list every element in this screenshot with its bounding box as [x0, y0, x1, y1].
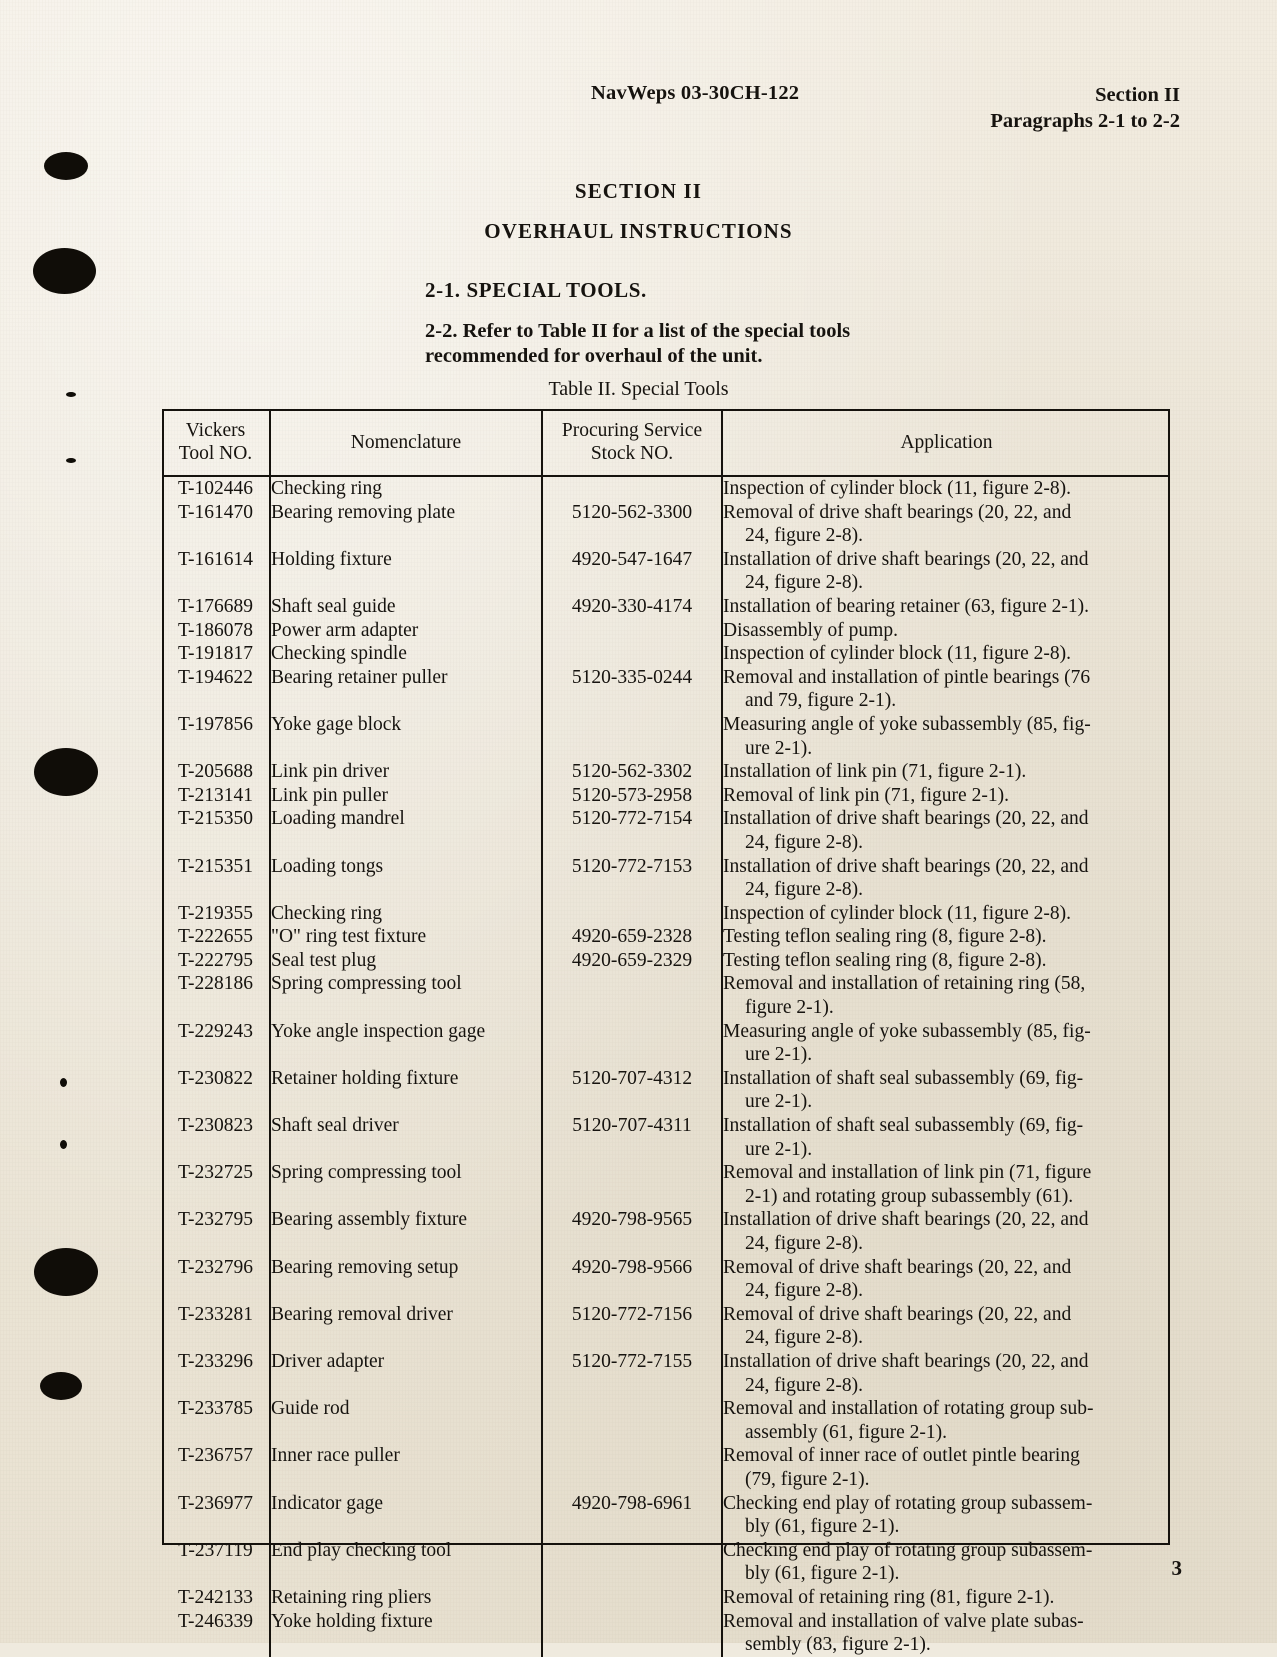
application-line-1: Removal of drive shaft bearings (20, 22, and [723, 1256, 1072, 1278]
cell-vickers-tool-no: T-242133 [162, 1586, 270, 1610]
table-row [162, 949, 1170, 973]
cell-stock-no [542, 642, 722, 666]
application-line-2: assembly (61, figure 2-1). [745, 1421, 947, 1443]
cell-stock-no: 5120-772-7153 [542, 855, 722, 902]
cell-vickers-tool-no: T-232795 [162, 1208, 270, 1255]
table-row [162, 548, 1170, 595]
cell-vickers-tool-no: T-197856 [162, 713, 270, 760]
cell-application [722, 760, 1170, 784]
cell-application [722, 1492, 1170, 1539]
table-row [162, 1161, 1170, 1208]
document-number: NavWeps 03-30CH-122 [591, 82, 800, 104]
cell-stock-no: 5120-772-7156 [542, 1303, 722, 1350]
cell-vickers-tool-no: T-233281 [162, 1303, 270, 1350]
punch-mark [40, 1372, 82, 1400]
cell-nomenclature: Yoke holding fixture [270, 1610, 542, 1657]
table-row [162, 1539, 1170, 1586]
table-body [162, 476, 1170, 1657]
application-line-1: Removal and installation of pintle bearings (76 [723, 666, 1091, 688]
application-line-1: Installation of drive shaft bearings (20, 22, and [723, 855, 1089, 877]
cell-application [722, 642, 1170, 666]
application-line-2: bly (61, figure 2-1). [745, 1563, 900, 1585]
application-line-1: Measuring angle of yoke subassembly (85, fig- [723, 1020, 1091, 1042]
cell-application [722, 595, 1170, 619]
table-row [162, 666, 1170, 713]
cell-application [722, 1208, 1170, 1255]
cell-application [722, 1444, 1170, 1491]
application-line-2: bly (61, figure 2-1). [745, 1516, 900, 1538]
section-subtitle: OVERHAUL INSTRUCTIONS [484, 219, 793, 243]
application-line-1: Removal of link pin (71, figure 2-1). [723, 784, 1009, 806]
cell-vickers-tool-no: T-232725 [162, 1161, 270, 1208]
cell-stock-no: 5120-335-0244 [542, 666, 722, 713]
cell-nomenclature: Spring compressing tool [270, 972, 542, 1019]
cell-nomenclature: Checking ring [270, 902, 542, 926]
page-number: 3 [1171, 1556, 1182, 1580]
cell-vickers-tool-no: T-161614 [162, 548, 270, 595]
table-row [162, 1492, 1170, 1539]
column-header-stock-no [542, 409, 722, 476]
cell-nomenclature: Holding fixture [270, 548, 542, 595]
cell-vickers-tool-no: T-233785 [162, 1397, 270, 1444]
cell-stock-no [542, 1586, 722, 1610]
cell-application [722, 1020, 1170, 1067]
table-row [162, 1020, 1170, 1067]
cell-application [722, 619, 1170, 643]
application-line-1: Installation of shaft seal subassembly (69, fig- [723, 1067, 1084, 1089]
cell-vickers-tool-no: T-191817 [162, 642, 270, 666]
cell-stock-no [542, 1397, 722, 1444]
punch-mark [66, 458, 76, 463]
cell-application [722, 807, 1170, 854]
application-line-2: 2-1) and rotating group subassembly (61). [745, 1185, 1074, 1207]
table-row [162, 713, 1170, 760]
table-row [162, 1397, 1170, 1444]
cell-vickers-tool-no: T-222795 [162, 949, 270, 973]
application-line-1: Removal and installation of valve plate subas- [723, 1610, 1084, 1632]
cell-application [722, 1350, 1170, 1397]
cell-application [722, 949, 1170, 973]
column-header-vickers-tool-no [162, 409, 270, 476]
table-row [162, 1067, 1170, 1114]
table-row [162, 501, 1170, 548]
application-line-1: Removal of drive shaft bearings (20, 22, and [723, 1303, 1072, 1325]
cell-nomenclature: Bearing removing plate [270, 501, 542, 548]
cell-vickers-tool-no: T-219355 [162, 902, 270, 926]
cell-vickers-tool-no: T-229243 [162, 1020, 270, 1067]
cell-vickers-tool-no: T-215351 [162, 855, 270, 902]
cell-nomenclature: End play checking tool [270, 1539, 542, 1586]
application-line-2: and 79, figure 2-1). [745, 690, 897, 712]
table-row [162, 855, 1170, 902]
cell-nomenclature: Retainer holding fixture [270, 1067, 542, 1114]
cell-vickers-tool-no: T-237119 [162, 1539, 270, 1586]
cell-stock-no [542, 1161, 722, 1208]
punch-mark [60, 1078, 67, 1087]
table-row [162, 1610, 1170, 1657]
punch-mark [60, 1140, 67, 1149]
cell-application [722, 501, 1170, 548]
table-row [162, 642, 1170, 666]
table-row [162, 1350, 1170, 1397]
application-line-1: Removal of inner race of outlet pintle bearing [723, 1445, 1080, 1467]
paragraph-2-1-heading: 2-1. SPECIAL TOOLS. [425, 278, 647, 302]
table-row [162, 972, 1170, 1019]
paragraph-2-2-line2: recommended for overhaul of the unit. [425, 344, 763, 367]
cell-nomenclature: Spring compressing tool [270, 1161, 542, 1208]
table-row [162, 1444, 1170, 1491]
special-tools-table [162, 409, 1170, 1657]
cell-nomenclature: Power arm adapter [270, 619, 542, 643]
cell-application [722, 1114, 1170, 1161]
cell-stock-no: 4920-659-2329 [542, 949, 722, 973]
cell-stock-no [542, 972, 722, 1019]
application-line-2: 24, figure 2-8). [745, 1280, 864, 1302]
table-row [162, 619, 1170, 643]
cell-vickers-tool-no: T-236977 [162, 1492, 270, 1539]
section-title: SECTION II [574, 179, 703, 203]
cell-nomenclature: Loading tongs [270, 855, 542, 902]
column-header-vickers-line1: Vickers [185, 420, 246, 441]
table-row [162, 1586, 1170, 1610]
paragraph-2-2-body [425, 319, 905, 368]
table-row [162, 902, 1170, 926]
application-line-1: Installation of drive shaft bearings (20, 22, and [723, 1350, 1089, 1372]
application-line-1: Testing teflon sealing ring (8, figure 2-8). [723, 926, 1047, 948]
cell-stock-no: 4920-798-9566 [542, 1256, 722, 1303]
cell-application [722, 855, 1170, 902]
table-row [162, 760, 1170, 784]
punch-mark [34, 1248, 98, 1296]
cell-vickers-tool-no: T-233296 [162, 1350, 270, 1397]
cell-application [722, 1303, 1170, 1350]
cell-nomenclature: Link pin puller [270, 784, 542, 808]
cell-nomenclature: "O" ring test fixture [270, 925, 542, 949]
punch-mark [34, 748, 98, 796]
cell-nomenclature: Bearing removing setup [270, 1256, 542, 1303]
cell-nomenclature: Shaft seal guide [270, 595, 542, 619]
cell-nomenclature: Checking spindle [270, 642, 542, 666]
cell-vickers-tool-no: T-236757 [162, 1444, 270, 1491]
cell-stock-no [542, 1539, 722, 1586]
cell-application [722, 548, 1170, 595]
application-line-2: figure 2-1). [745, 997, 834, 1019]
cell-stock-no: 5120-562-3302 [542, 760, 722, 784]
cell-nomenclature: Yoke gage block [270, 713, 542, 760]
header-section-line: Section II [1095, 84, 1180, 106]
application-line-2: ure 2-1). [745, 1138, 813, 1160]
cell-stock-no [542, 619, 722, 643]
application-line-1: Installation of drive shaft bearings (20, 22, and [723, 548, 1089, 570]
cell-application [722, 1067, 1170, 1114]
application-line-1: Checking end play of rotating group subassem- [723, 1539, 1093, 1561]
cell-stock-no: 5120-573-2958 [542, 784, 722, 808]
cell-stock-no [542, 1444, 722, 1491]
application-line-2: 24, figure 2-8). [745, 831, 864, 853]
application-line-2: 24, figure 2-8). [745, 1233, 864, 1254]
cell-stock-no: 5120-772-7154 [542, 807, 722, 854]
application-line-1: Removal and installation of link pin (71, figure [723, 1162, 1092, 1184]
application-line-2: ure 2-1). [745, 1091, 813, 1113]
cell-stock-no [542, 1020, 722, 1067]
cell-application [722, 476, 1170, 501]
column-header-stock-line1: Procuring Service [561, 420, 703, 441]
cell-vickers-tool-no: T-228186 [162, 972, 270, 1019]
cell-vickers-tool-no: T-230823 [162, 1114, 270, 1161]
cell-stock-no: 4920-659-2328 [542, 925, 722, 949]
application-line-1: Installation of drive shaft bearings (20, 22, and [723, 1209, 1089, 1231]
application-line-1: Removal of retaining ring (81, figure 2-1). [723, 1586, 1055, 1608]
cell-nomenclature: Checking ring [270, 476, 542, 501]
table-row [162, 784, 1170, 808]
cell-application [722, 784, 1170, 808]
cell-application [722, 1161, 1170, 1208]
cell-application [722, 1256, 1170, 1303]
cell-vickers-tool-no: T-205688 [162, 760, 270, 784]
cell-vickers-tool-no: T-213141 [162, 784, 270, 808]
table-row [162, 476, 1170, 501]
application-line-1: Removal and installation of retaining ring (58, [723, 973, 1086, 995]
application-line-2: 24, figure 2-8). [745, 1327, 864, 1349]
cell-application [722, 713, 1170, 760]
punch-mark [33, 248, 96, 294]
cell-nomenclature: Loading mandrel [270, 807, 542, 854]
header-section-ref [990, 82, 1180, 134]
header-paragraph-range: Paragraphs 2-1 to 2-2 [990, 110, 1180, 132]
column-header-application: Application [722, 409, 1170, 476]
application-line-1: Inspection of cylinder block (11, figure 2-8). [723, 902, 1072, 924]
cell-vickers-tool-no: T-176689 [162, 595, 270, 619]
cell-nomenclature: Indicator gage [270, 1492, 542, 1539]
application-line-1: Installation of link pin (71, figure 2-1). [723, 761, 1027, 783]
cell-vickers-tool-no: T-186078 [162, 619, 270, 643]
application-line-2: ure 2-1). [745, 1044, 813, 1066]
cell-stock-no: 4920-798-6961 [542, 1492, 722, 1539]
cell-nomenclature: Bearing retainer puller [270, 666, 542, 713]
table-row [162, 807, 1170, 854]
cell-stock-no [542, 1610, 722, 1657]
cell-vickers-tool-no: T-194622 [162, 666, 270, 713]
cell-stock-no [542, 476, 722, 501]
cell-vickers-tool-no: T-215350 [162, 807, 270, 854]
cell-stock-no: 5120-562-3300 [542, 501, 722, 548]
table-row [162, 1114, 1170, 1161]
table-caption: Table II. Special Tools [548, 378, 729, 400]
cell-nomenclature: Driver adapter [270, 1350, 542, 1397]
application-line-2: sembly (83, figure 2-1). [745, 1634, 931, 1656]
application-line-1: Inspection of cylinder block (11, figure 2-8). [723, 478, 1072, 499]
table-row [162, 925, 1170, 949]
table-row [162, 1208, 1170, 1255]
cell-nomenclature: Guide rod [270, 1397, 542, 1444]
cell-stock-no: 5120-707-4311 [542, 1114, 722, 1161]
cell-application [722, 1610, 1170, 1657]
table-row [162, 1256, 1170, 1303]
cell-vickers-tool-no: T-246339 [162, 1610, 270, 1657]
column-header-nomenclature: Nomenclature [270, 409, 542, 476]
application-line-2: (79, figure 2-1). [745, 1468, 870, 1490]
application-line-1: Measuring angle of yoke subassembly (85, fig- [723, 713, 1091, 735]
application-line-1: Installation of bearing retainer (63, figure 2-1). [723, 595, 1090, 617]
application-line-2: 24, figure 2-8). [745, 1374, 864, 1396]
application-line-1: Installation of drive shaft bearings (20, 22, and [723, 808, 1089, 830]
cell-vickers-tool-no: T-102446 [162, 476, 270, 501]
table-header-row [162, 409, 1170, 476]
cell-nomenclature: Retaining ring pliers [270, 1586, 542, 1610]
cell-stock-no [542, 713, 722, 760]
application-line-1: Removal of drive shaft bearings (20, 22, and [723, 501, 1072, 523]
cell-vickers-tool-no: T-232796 [162, 1256, 270, 1303]
cell-vickers-tool-no: T-161470 [162, 501, 270, 548]
application-line-1: Testing teflon sealing ring (8, figure 2-8). [723, 949, 1047, 971]
cell-stock-no: 4920-330-4174 [542, 595, 722, 619]
column-header-vickers-line2: Tool NO. [178, 443, 253, 464]
application-line-1: Installation of shaft seal subassembly (69, fig- [723, 1115, 1084, 1137]
application-line-2: ure 2-1). [745, 737, 813, 759]
cell-nomenclature: Seal test plug [270, 949, 542, 973]
cell-nomenclature: Inner race puller [270, 1444, 542, 1491]
cell-application [722, 902, 1170, 926]
application-line-1: Checking end play of rotating group subassem- [723, 1492, 1093, 1514]
cell-application [722, 1586, 1170, 1610]
cell-nomenclature: Shaft seal driver [270, 1114, 542, 1161]
cell-nomenclature: Yoke angle inspection gage [270, 1020, 542, 1067]
cell-vickers-tool-no: T-222655 [162, 925, 270, 949]
cell-nomenclature: Link pin driver [270, 760, 542, 784]
application-line-1: Inspection of cylinder block (11, figure 2-8). [723, 643, 1072, 665]
table-row [162, 1303, 1170, 1350]
paragraph-2-2-line1: 2-2. Refer to Table II for a list of the special tools [425, 320, 851, 342]
table-row [162, 595, 1170, 619]
application-line-1: Disassembly of pump. [723, 619, 898, 641]
cell-stock-no: 5120-707-4312 [542, 1067, 722, 1114]
cell-application [722, 925, 1170, 949]
cell-nomenclature: Bearing assembly fixture [270, 1208, 542, 1255]
cell-application [722, 972, 1170, 1019]
cell-stock-no: 4920-798-9565 [542, 1208, 722, 1255]
application-line-1: Removal and installation of rotating group sub- [723, 1398, 1094, 1420]
cell-stock-no: 5120-772-7155 [542, 1350, 722, 1397]
punch-mark [44, 152, 88, 180]
cell-nomenclature: Bearing removal driver [270, 1303, 542, 1350]
application-line-2: 24, figure 2-8). [745, 525, 864, 547]
cell-vickers-tool-no: T-230822 [162, 1067, 270, 1114]
application-line-2: 24, figure 2-8). [745, 879, 864, 901]
cell-application [722, 666, 1170, 713]
cell-application [722, 1397, 1170, 1444]
cell-stock-no: 4920-547-1647 [542, 548, 722, 595]
application-line-2: 24, figure 2-8). [745, 572, 864, 594]
column-header-stock-line2: Stock NO. [590, 443, 674, 464]
cell-stock-no [542, 902, 722, 926]
cell-application [722, 1539, 1170, 1586]
